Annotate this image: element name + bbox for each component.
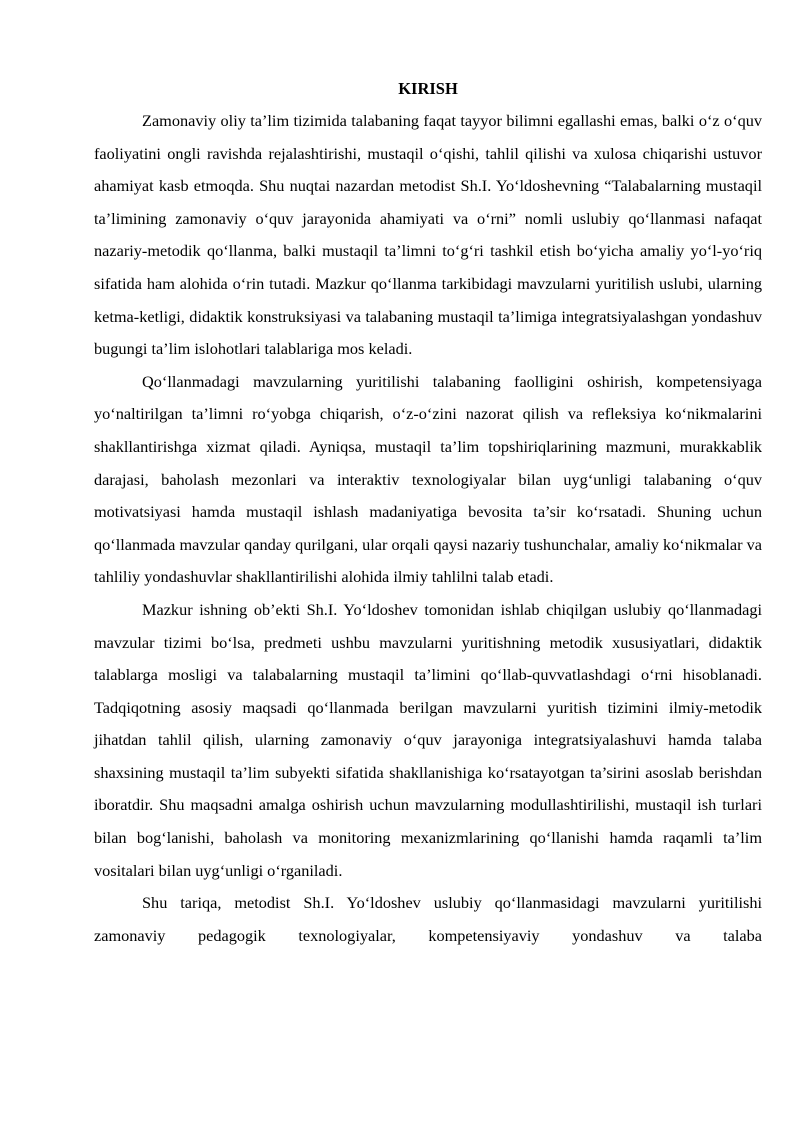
paragraph-topics: Qo‘llanmadagi mavzularning yuritilishi talabaning faolligini oshirish, kompetensiyaga yo‘naltirilgan ta’limni ro‘yobga chiqarish, o‘z-o‘zini nazorat qilish va refleksiya ko‘nikmalarini shakllantirishga xizmat qiladi. Ayniqsa, mustaqil ta’lim topshiriqlarining mazmuni, murakkablik darajasi, baholash mezonlari va interaktiv texnologiyalar bilan uyg‘unligi talabaning o‘quv motivatsiyasi hamda mustaqil ishlash madaniyatiga bevosita ta’sir ko‘rsatadi. Shuning uchun qo‘llanmada mavzular qanday qurilgani, ular orqali qaysi nazariy tushunchalar, amaliy ko‘nikmalar va tahliliy yondashuvlar shakllantirilishi alohida ilmiy tahlilni talab etadi. [94,371,762,587]
section-title: KIRISH [398,79,458,98]
document-page [94,73,762,952]
paragraph-object-subject: Mazkur ishning ob’ekti Sh.I. Yo‘ldoshev tomonidan ishlab chiqilgan uslubiy qo‘llanmadagi mavzular tizimi bo‘lsa, predmeti ushbu mavzularni yuritishning metodik xususiyatlari, didaktik talablarga mosligi va talabalarning mustaqil ta’limini qo‘llab-quvvatlashdagi o‘rni hisoblanadi. Tadqiqotning asosiy maqsadi qo‘llanmada berilgan mavzularni yuritish tizimini ilmiy-metodik jihatdan tahlil qilish, ularning zamonaviy o‘quv jarayoniga integratsiyalashuvi hamda talaba shaxsining mustaqil ta’lim subyekti sifatida shakllanishiga ko‘rsatayotgan ta’sirini asoslab berishdan iboratdir. Shu maqsadni amalga oshirish uchun mavzularning modullashtirilishi, mustaqil ish turlari bilan bog‘lanishi, baholash va monitoring mexanizmlarining qo‘llanishi hamda raqamli ta’lim vositalari bilan uyg‘unligi o‘rganiladi. [94,599,762,880]
paragraph-conclusion: Shu tariqa, metodist Sh.I. Yo‘ldoshev uslubiy qo‘llanmasidagi mavzularni yuritilishi zamonaviy pedagogik texnologiyalar, kompetensiyaviy yondashuv va talaba [94,893,762,945]
paragraph-intro: Zamonaviy oliy ta’lim tizimida talabaning faqat tayyor bilimni egallashi emas, balki o‘z o‘quv faoliyatini ongli ravishda rejalashtirishi, mustaqil o‘qishi, tahlil qilishi va xulosa chiqarishi ustuvor ahamiyat kasb etmoqda. Shu nuqtai nazardan metodist Sh.I. Yo‘ldoshevning “Talabalarning mustaqil ta’limining zamonaviy o‘quv jarayonida ahamiyati va o‘rni” nomli uslubiy qo‘llanmasi nafaqat nazariy-metodik qo‘llanma, balki mustaqil ta’limni to‘g‘ri tashkil etish bo‘yicha amaliy yo‘l-yo‘riq sifatida ham alohida o‘rin tutadi. Mazkur qo‘llanma tarkibidagi mavzularni yuritilish uslubi, ularning ketma-ketligi, didaktik konstruksiyasi va talabaning mustaqil ta’limiga integratsiyalashgan yondashuv bugungi ta’lim islohotlari talablariga mos keladi. [94,111,762,359]
